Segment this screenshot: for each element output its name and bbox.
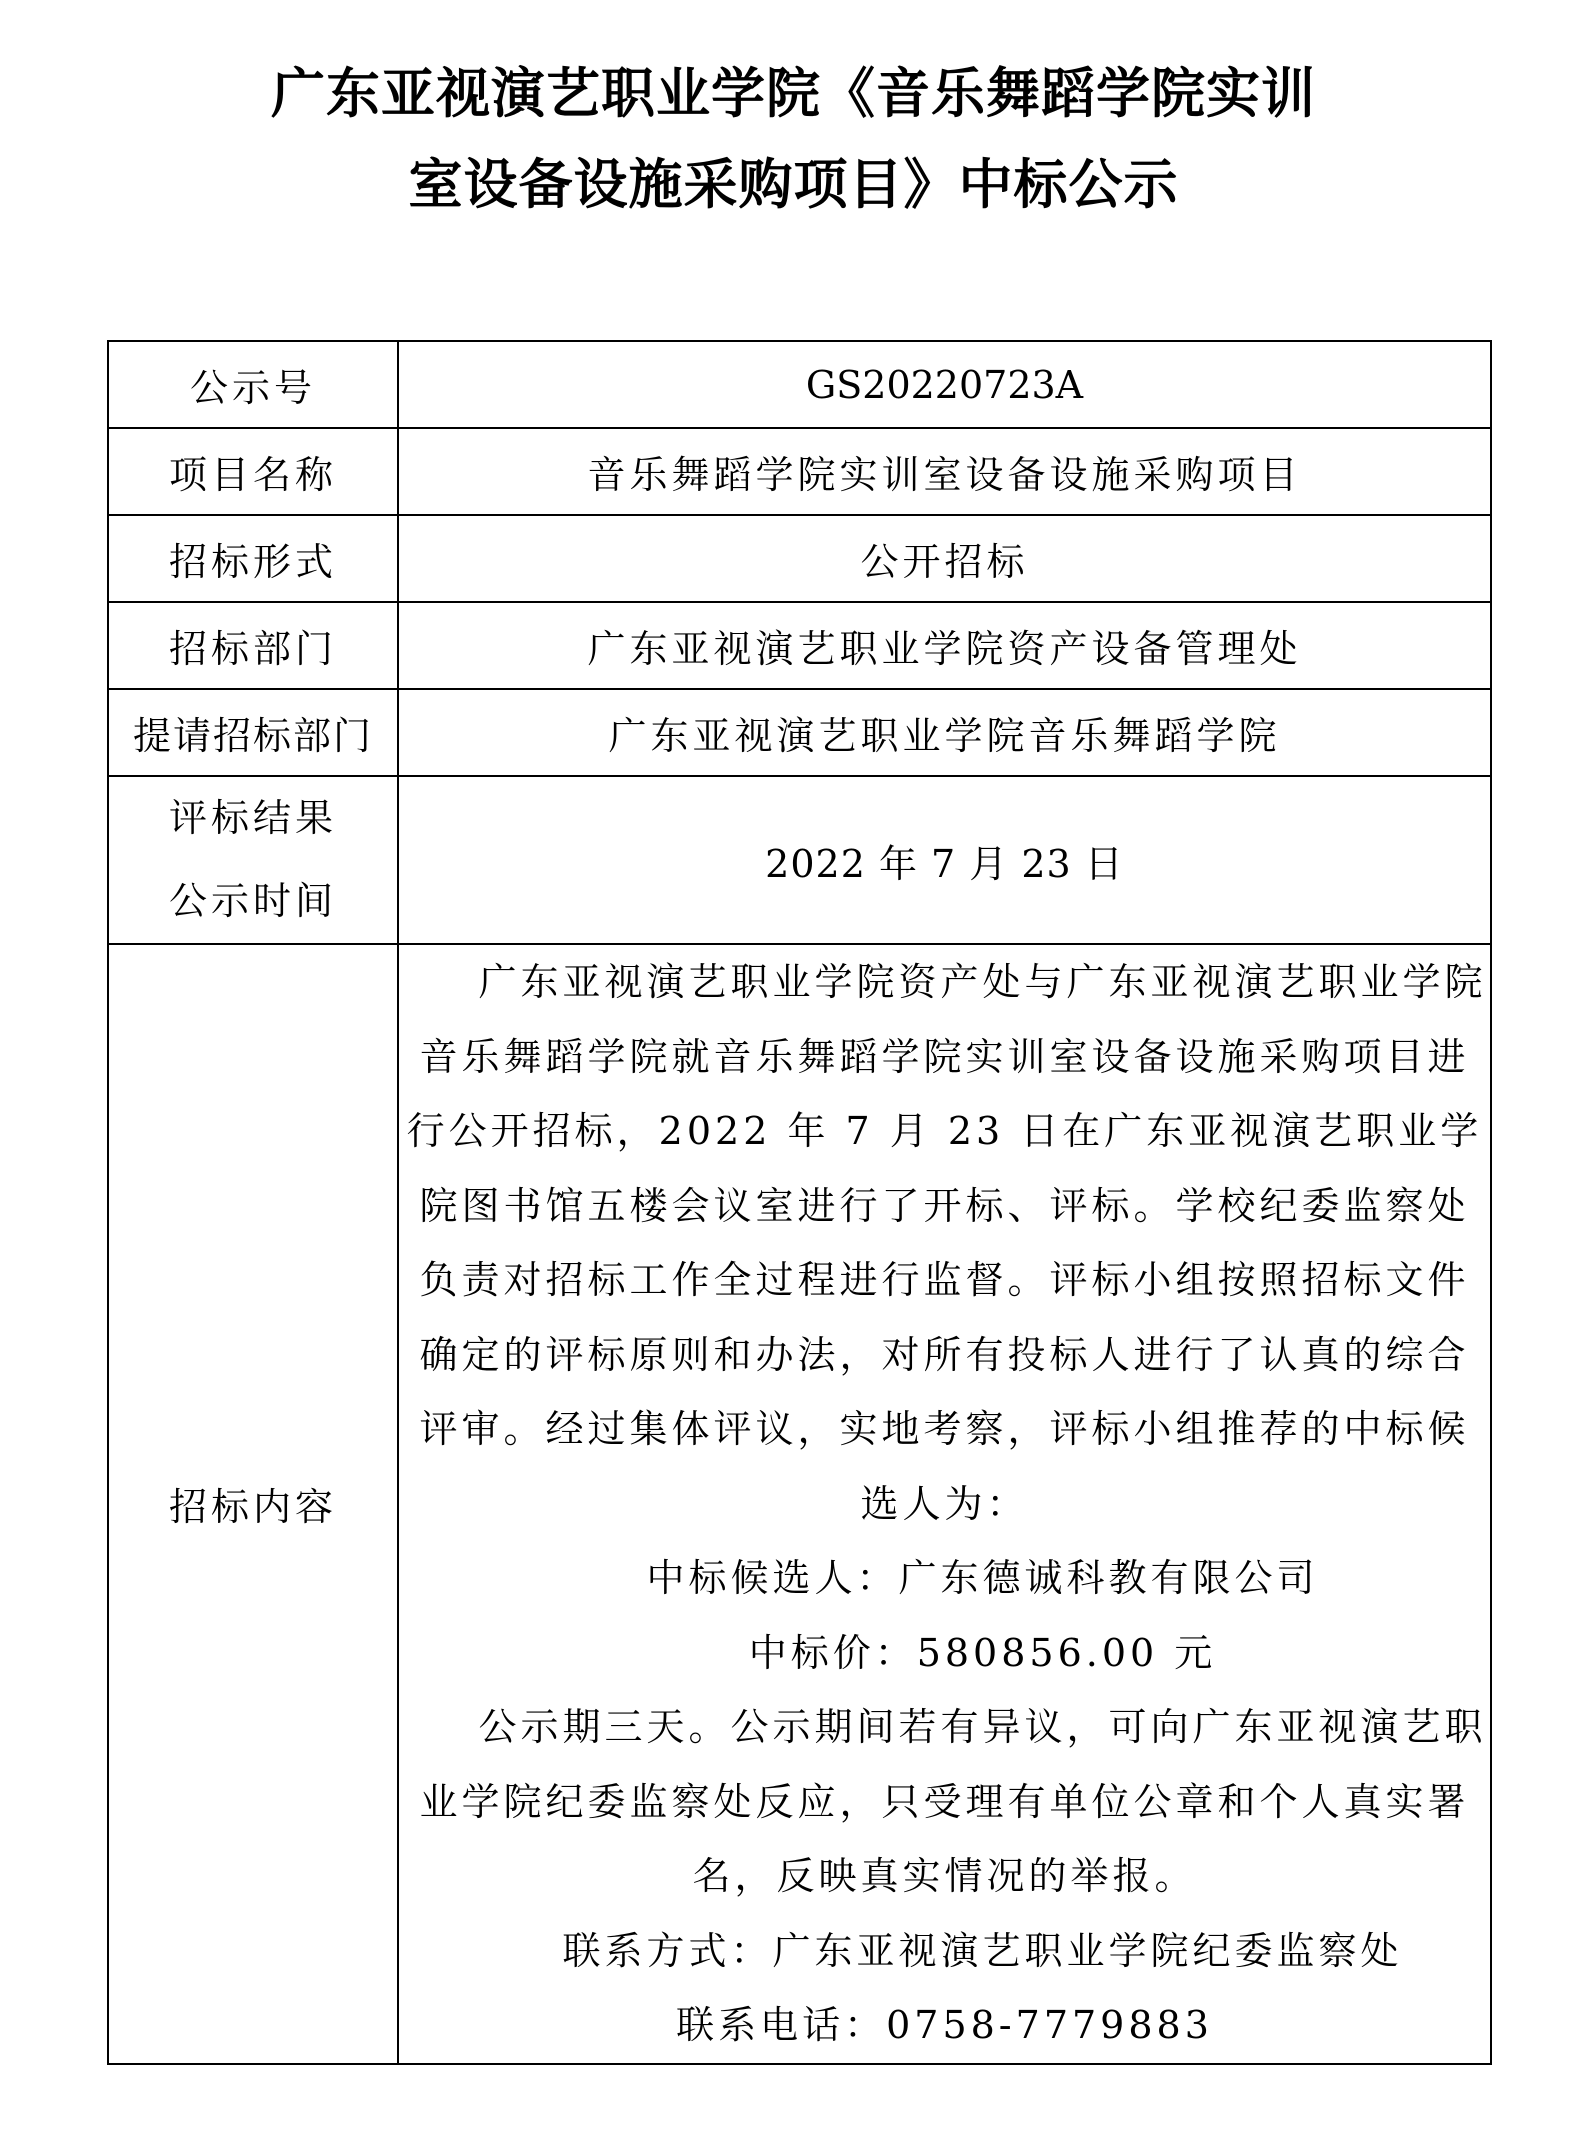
content-body — [398, 944, 1491, 2064]
bid-form-label: 招标形式 — [108, 515, 398, 602]
content-price: 中标价：580856.00 元 — [748, 1630, 1217, 1675]
publish-time-label-line-1: 评标结果 — [168, 796, 337, 840]
project-name-value: 音乐舞蹈学院实训室设备设施采购项目 — [398, 428, 1491, 515]
content-paragraph-main: 广东亚视演艺职业学院资产处与广东亚视演艺职业学院音乐舞蹈学院就音乐舞蹈学院实训室设备设施采购项目进行公开招标，2022 年 7 月 23 日在广东亚视演艺职业学院图书馆五楼会议室进行了开标、评标。学校纪委监察处负责对招标工作全过程进行监督。评标小组按照招标文件确定的评标原则和办法，对所有投标人进行了认真的综合评审。经过集体评议，实地考察，评标小组推荐的中标候选人为： — [406, 960, 1487, 1526]
publish-time-label-line-2: 公示时间 — [168, 879, 337, 923]
content-contact: 联系方式：广东亚视演艺职业学院纪委监察处 — [562, 1928, 1403, 1973]
row-requesting-dept — [108, 689, 1491, 776]
content-period: 公示期三天。公示期间若有异议，可向广东亚视演艺职业学院纪委监察处反应，只受理有单位公章和个人真实署名，反映真实情况的举报。 — [419, 1705, 1487, 1898]
row-project-name — [108, 428, 1491, 515]
content-phone: 联系电话：0758-7779883 — [676, 2003, 1213, 2047]
title-line-2: 室设备设施采购项目》中标公示 — [408, 153, 1179, 216]
row-content — [108, 944, 1491, 2064]
requesting-dept-value: 广东亚视演艺职业学院音乐舞蹈学院 — [398, 689, 1491, 776]
bid-form-value: 公开招标 — [398, 515, 1491, 602]
row-bid-form — [108, 515, 1491, 602]
title-line-1: 广东亚视演艺职业学院《音乐舞蹈学院实训 — [271, 62, 1316, 125]
bid-dept-value: 广东亚视演艺职业学院资产设备管理处 — [398, 602, 1491, 689]
row-notice-no — [108, 341, 1491, 428]
notice-no-value: GS20220723A — [398, 341, 1491, 428]
bid-dept-label: 招标部门 — [108, 602, 398, 689]
publish-time-value: 2022 年 7 月 23 日 — [398, 776, 1491, 944]
row-publish-time — [108, 776, 1491, 944]
notice-table — [107, 340, 1492, 2065]
publish-time-label — [108, 776, 398, 944]
project-name-label: 项目名称 — [108, 428, 398, 515]
content-label: 招标内容 — [108, 944, 398, 2064]
document-title — [0, 48, 1587, 230]
notice-no-label: 公示号 — [108, 341, 398, 428]
content-winner: 中标候选人：广东德诚科教有限公司 — [646, 1556, 1319, 1600]
row-bid-dept — [108, 602, 1491, 689]
requesting-dept-label: 提请招标部门 — [108, 689, 398, 776]
